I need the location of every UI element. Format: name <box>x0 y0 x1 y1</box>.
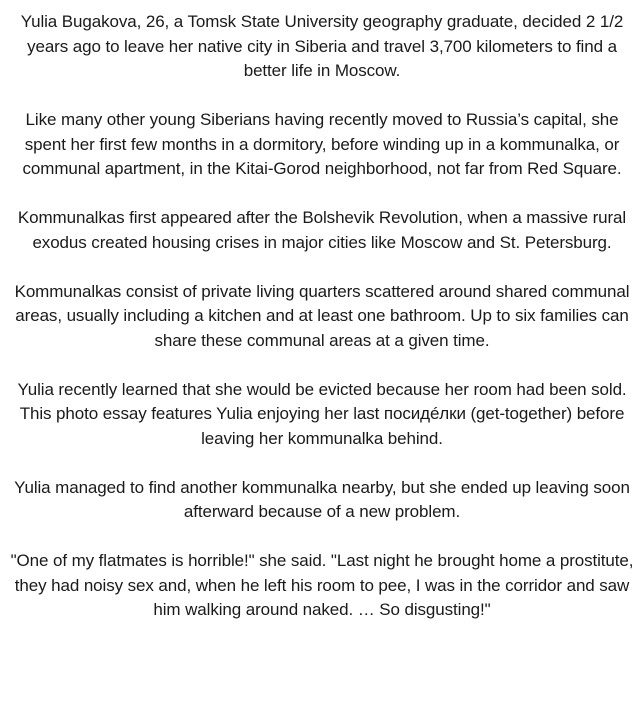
paragraph-quote: "One of my flatmates is horrible!" she said. "Last night he brought home a prostitute, they had noisy sex and, when he left his room to pee, I was in the corridor and saw him walking around naked. … So disgusting!" <box>10 551 634 619</box>
paragraph-dormitory: Like many other young Siberians having recently moved to Russia’s capital, she spent her first few months in a dormitory, before winding up in a kommunalka, or communal apartment, in the Kitai-Gorod neighborhood, not far from Red Square. <box>22 110 622 178</box>
paragraph-description: Kommunalkas consist of private living quarters scattered around shared communal areas, usually including a kitchen and at least one bathroom. Up to six families can share these communal areas at a given time. <box>14 281 630 350</box>
paragraph-intro: Yulia Bugakova, 26, a Tomsk State University geography graduate, decided 2 1/2 years ago to leave her native city in Siberia and travel 3,700 kilometers to find a better life in Moscow. <box>20 12 624 80</box>
paragraph-new-kommunalka: Yulia managed to find another kommunalka nearby, but she ended up leaving soon afterward because of a new problem. <box>14 477 630 521</box>
paragraph-eviction: Yulia recently learned that she would be evicted because her room had been sold. This photo essay features Yulia enjoying her last посидéлки (get-together) before leaving her kommunalka behind. <box>17 379 627 448</box>
paragraph-history: Kommunalkas first appeared after the Bolshevik Revolution, when a massive rural exodus created housing crises in major cities like Moscow and St. Petersburg. <box>17 208 627 252</box>
